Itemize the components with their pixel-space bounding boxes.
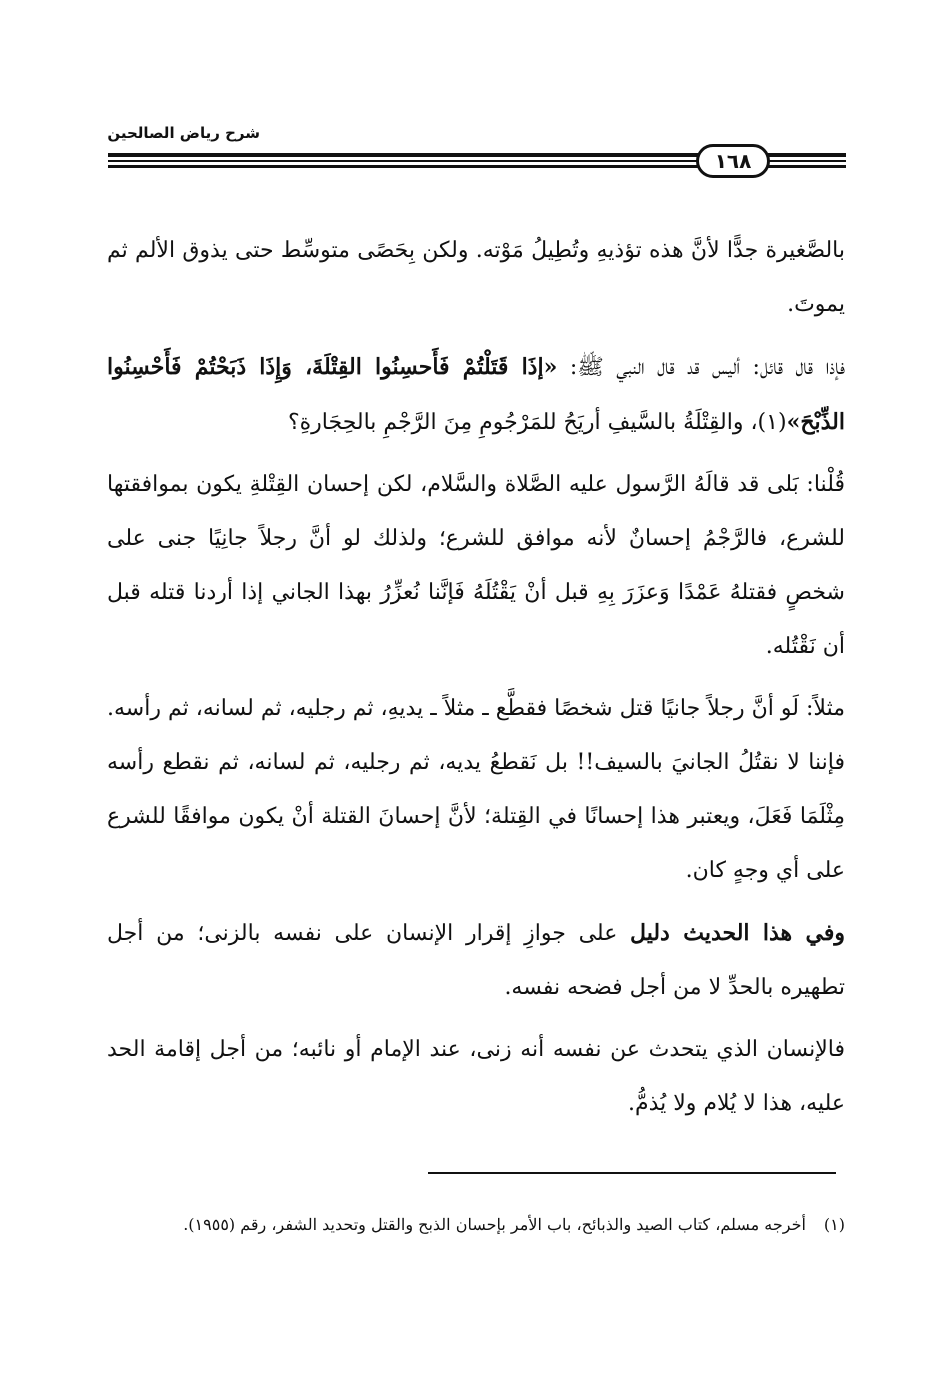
page-number-badge xyxy=(696,144,770,178)
footnote xyxy=(105,1208,845,1242)
paragraph xyxy=(107,906,845,1015)
paragraph-text: فالإنسان الذي يتحدث عن نفسه أنه زنى، عند الإمام أو نائبه؛ من أجل إقامة الحد عليه، هذا لا يُلام ولا يُذمُّ. xyxy=(107,1037,845,1116)
main-text xyxy=(107,224,845,1139)
paragraph-text: مثلاً: لَو أنَّ رجلاً جانيًا قتل شخصًا فقطَّع ـ مثلاً ـ يديهِ، ثم رجليه، ثم لسانه، ثم رأسه. فإننا لا نقتُلُ الجانيَ بالسيف!! بل نَقطعُ يديه، ثم رجليه، ثم لسانه، ثم نقطع رأسه مِثْلَمَا فَعَلَ، ويعتبر هذا إحسانًا في القِتلة؛ لأنَّ إحسانَ القتلة أنْ يكون موافقًا للشرع على أي وجهٍ كان. xyxy=(107,696,845,883)
page-number: ١٦٨ xyxy=(714,149,752,173)
footnote-marker: (١) xyxy=(823,1215,845,1234)
bold-phrase: وفي هذا الحديث دليل xyxy=(630,920,845,946)
paragraph xyxy=(107,340,845,450)
paragraph-text: على جوازِ إقرار الإنسان على نفسه بالزنى؛ من أجل تطهيره بالحدِّ لا من أجل فضحه نفسه. xyxy=(107,921,845,1000)
paragraph xyxy=(107,682,845,898)
paragraph-text: قُلْنا: بَلى قد قالَهُ الرَّسول عليه الصَّلاة والسَّلام، لكن إحسان القِتْلةِ يكون بموافقتها للشرع، فالرَّجْمُ إحسانٌ لأنه موافق للشرع؛ ولذلك لو أنَّ رجلاً جانِيًا جنى على شخصٍ فقتلهُ عَمْدًا وَعزَرَ بِهِ قبل أنْ يَقْتُلَهُ فَإنَّنا نُعزِّرُ بهذا الجاني إذا أردنا قتله قبل أن نَقْتُله. xyxy=(107,472,845,659)
hadith-quote: «إذَا قَتَلْتُمْ فَأَحسِنُوا القِتْلَةَ، وَإِذَا ذَبَحْتُمْ فَأَحْسِنُوا الذِّبْحَ» xyxy=(107,354,845,435)
footnote-text: أخرجه مسلم، كتاب الصيد والذبائح، باب الأمر بإحسان الذبح والقتل وتحديد الشفر، رقم (١٩٥٥). xyxy=(183,1215,806,1234)
paragraph xyxy=(107,458,845,674)
running-title: شرح رياض الصالحين xyxy=(107,124,260,142)
paragraph-text: (١)، والقِتْلَةُ بالسَّيفِ أريَحُ للمَرْجُومِ مِنَ الرَّجْمِ بالحِجَارةِ؟ xyxy=(287,410,787,435)
paragraph xyxy=(107,224,845,332)
paragraph-text: بالصَّغيرة جدًّا لأنَّ هذه تؤذيهِ وتُطِيلُ مَوْته. ولكن بِحَصًى متوسِّط حتى يذوق الألم ثم يموتَ. xyxy=(107,238,845,317)
paragraph xyxy=(107,1023,845,1131)
paragraph-text: فإذا قال قائل: أليس قد قال النبي ﷺ: xyxy=(557,355,845,380)
footnote-separator xyxy=(428,1172,836,1174)
